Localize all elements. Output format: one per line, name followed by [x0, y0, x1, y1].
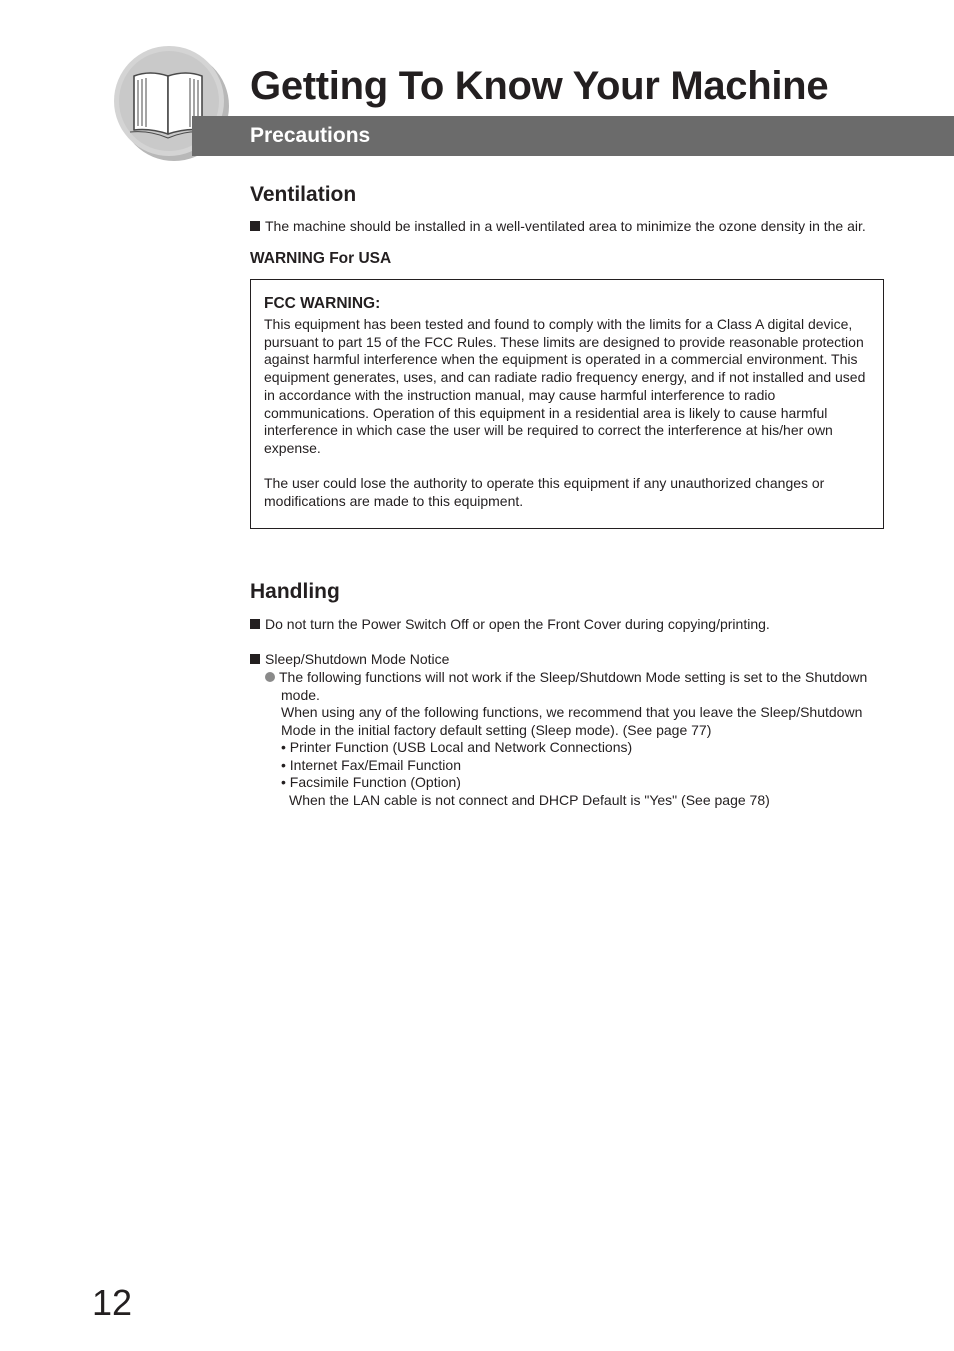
- square-bullet-icon: [250, 221, 260, 231]
- fcc-warning-body: This equipment has been tested and found to comply with the limits for a Class A digital device, pursuant to part 15 of the FCC Rules. These limits are designed to provide reasonable protection against harmful interference when the equipment is operated in a commercial environment. This equipment generates, uses, and can radiate radio frequency energy, and if not installed and used in accordance with the instruction manual, may cause harmful interference to radio communications. Operation of this equipment in a residential area is likely to cause harmful interference in which case the user will be required to correct the interference at his/her own expense.: [264, 316, 866, 456]
- ventilation-bullet: The machine should be installed in a well-ventilated area to minimize the ozone density in the air.: [250, 218, 890, 236]
- handling-bullet-power: Do not turn the Power Switch Off or open the Front Cover during copying/printing.: [250, 616, 770, 634]
- warning-heading: WARNING For USA: [250, 250, 392, 267]
- page-number: 12: [92, 1282, 133, 1323]
- function-item: • Printer Function (USB Local and Network Connections): [281, 739, 633, 755]
- page-title: Getting To Know Your Machine: [250, 64, 829, 108]
- circle-bullet-icon: [265, 672, 275, 682]
- sleep-mode-recommendation: When using any of the following functions, we recommend that you leave the Sleep/Shutdown Mode in the initial factory default setting (Sleep mode). (See page 77): [281, 704, 863, 738]
- function-item: • Internet Fax/Email Function: [281, 757, 461, 773]
- handling-bullet-sleep: Sleep/Shutdown Mode Notice: [250, 651, 449, 669]
- square-bullet-icon: [250, 654, 260, 664]
- lan-cable-note: When the LAN cable is not connect and DHCP Default is "Yes" (See page 78): [289, 792, 770, 808]
- handling-heading: Handling: [250, 580, 340, 603]
- function-item: • Facsimile Function (Option): [281, 774, 461, 790]
- ventilation-heading: Ventilation: [250, 183, 357, 206]
- fcc-warning-heading: FCC WARNING:: [264, 295, 381, 312]
- section-label: Precautions: [250, 124, 371, 147]
- square-bullet-icon: [250, 619, 260, 629]
- fcc-warning-box: [250, 279, 884, 529]
- sleep-mode-notice: The following functions will not work if the Sleep/Shutdown Mode setting is set to the Shutdown mode.: [265, 669, 890, 704]
- fcc-warning-authority: The user could lose the authority to operate this equipment if any unauthorized changes or modifications are made to this equipment.: [264, 475, 825, 509]
